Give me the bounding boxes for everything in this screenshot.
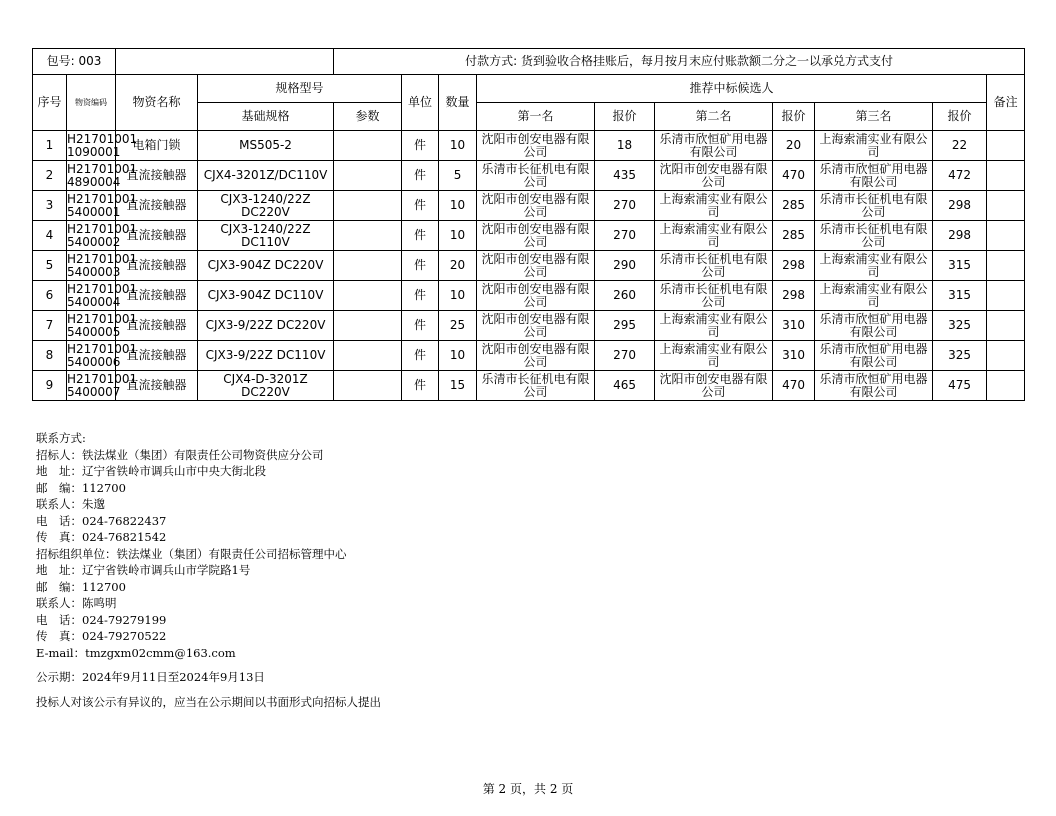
tenderer-address: 地 址：辽宁省铁岭市调兵山市中央大街北段: [36, 464, 266, 478]
agency-address: 地 址：辽宁省铁岭市调兵山市学院路1号: [36, 563, 251, 577]
col-base-spec: 基础规格: [198, 103, 334, 131]
col-candidates: 推荐中标候选人: [477, 75, 987, 103]
table-row: 2 H21701001 4890004 直流接触器 CJX4-3201Z/DC110V 件 5 乐清市长征机电有限公司 435 沈阳市创安电器有限公司 470 乐清市欣恒矿用电器有限公司 472: [33, 161, 1025, 191]
table-row: 5 H21701001 5400003 直流接触器 CJX3-904Z DC220V 件 20 沈阳市创安电器有限公司 290 乐清市长征机电有限公司 298 上海索浦实业有限公司 315: [33, 251, 1025, 281]
table-row: 4 H21701001 5400002 直流接触器 CJX3-1240/22Z DC110V 件 10 沈阳市创安电器有限公司 270 上海索浦实业有限公司 285 乐清市长征机电有限公司 298: [33, 221, 1025, 251]
table-row: 6 H21701001 5400004 直流接触器 CJX3-904Z DC110V 件 10 沈阳市创安电器有限公司 260 乐清市长征机电有限公司 298 上海索浦实业有限公司 315: [33, 281, 1025, 311]
payment-terms: 付款方式: 货到验收合格挂账后，每月按月末应付账款额二分之一以承兑方式支付: [334, 49, 1025, 75]
tenderer: 招标人：铁法煤业（集团）有限责任公司物资供应分公司: [36, 447, 324, 462]
col-spec-group: 规格型号: [198, 75, 402, 103]
agency: 招标组织单位：铁法煤业（集团）有限责任公司招标管理中心: [36, 546, 347, 561]
contact-heading: 联系方式:: [36, 431, 86, 445]
col-second: 第二名: [655, 103, 773, 131]
col-price-2: 报价: [773, 103, 815, 131]
col-seq: 序号: [33, 75, 67, 131]
publicity-period: 公示期：2024年9月11日至2024年9月13日: [36, 670, 265, 684]
col-code: 物资编码: [67, 75, 116, 131]
tenderer-fax: 传 真：024-76821542: [36, 530, 167, 544]
tenderer-contact: 联系人：朱邈: [36, 497, 105, 511]
table-row: 1 H21701001 1090001 电箱门锁 MS505-2 件 10 沈阳市创安电器有限公司 18 乐清市欣恒矿用电器有限公司 20 上海索浦实业有限公司 22: [33, 131, 1025, 161]
col-third: 第三名: [815, 103, 933, 131]
agency-phone: 电 话：024-79279199: [36, 612, 167, 627]
contact-info: [36, 430, 381, 710]
table-row: 7 H21701001 5400005 直流接触器 CJX3-9/22Z DC220V 件 25 沈阳市创安电器有限公司 295 上海索浦实业有限公司 310 乐清市欣恒矿用电器有限公司 325: [33, 311, 1025, 341]
agency-postcode: 邮 编：112700: [36, 579, 126, 594]
col-param: 参数: [334, 103, 402, 131]
award-table: [32, 48, 1025, 401]
col-qty: 数量: [439, 75, 477, 131]
tenderer-postcode: 邮 编：112700: [36, 480, 126, 495]
table-row: 9 H21701001 5400007 直流接触器 CJX4-D-3201Z DC220V 件 15 乐清市长征机电有限公司 465 沈阳市创安电器有限公司 470 乐清市欣恒矿用电器有限公司 475: [33, 371, 1025, 401]
col-unit: 单位: [402, 75, 439, 131]
table-row: 8 H21701001 5400006 直流接触器 CJX3-9/22Z DC110V 件 10 沈阳市创安电器有限公司 270 上海索浦实业有限公司 310 乐清市欣恒矿用电器有限公司 325: [33, 341, 1025, 371]
page-number: 第 2 页，共 2 页: [482, 782, 574, 796]
col-first: 第一名: [477, 103, 595, 131]
agency-contact: 联系人：陈鸣明: [36, 596, 117, 610]
package-label: 包号: 003: [33, 49, 116, 75]
tenderer-phone: 电 话：024-76822437: [36, 513, 167, 528]
table-row: 3 H21701001 5400001 直流接触器 CJX3-1240/22Z DC220V 件 10 沈阳市创安电器有限公司 270 上海索浦实业有限公司 285 乐清市长征机电有限公司 298: [33, 191, 1025, 221]
agency-email: E-mail：tmzgxm02cmm@163.com: [36, 645, 236, 660]
col-price-1: 报价: [595, 103, 655, 131]
col-remark: 备注: [987, 75, 1025, 131]
col-name: 物资名称: [116, 75, 198, 131]
objection-note: 投标人对该公示有异议的，应当在公示期间以书面形式向招标人提出: [36, 694, 381, 709]
agency-fax: 传 真：024-79270522: [36, 629, 167, 643]
col-price-3: 报价: [933, 103, 987, 131]
